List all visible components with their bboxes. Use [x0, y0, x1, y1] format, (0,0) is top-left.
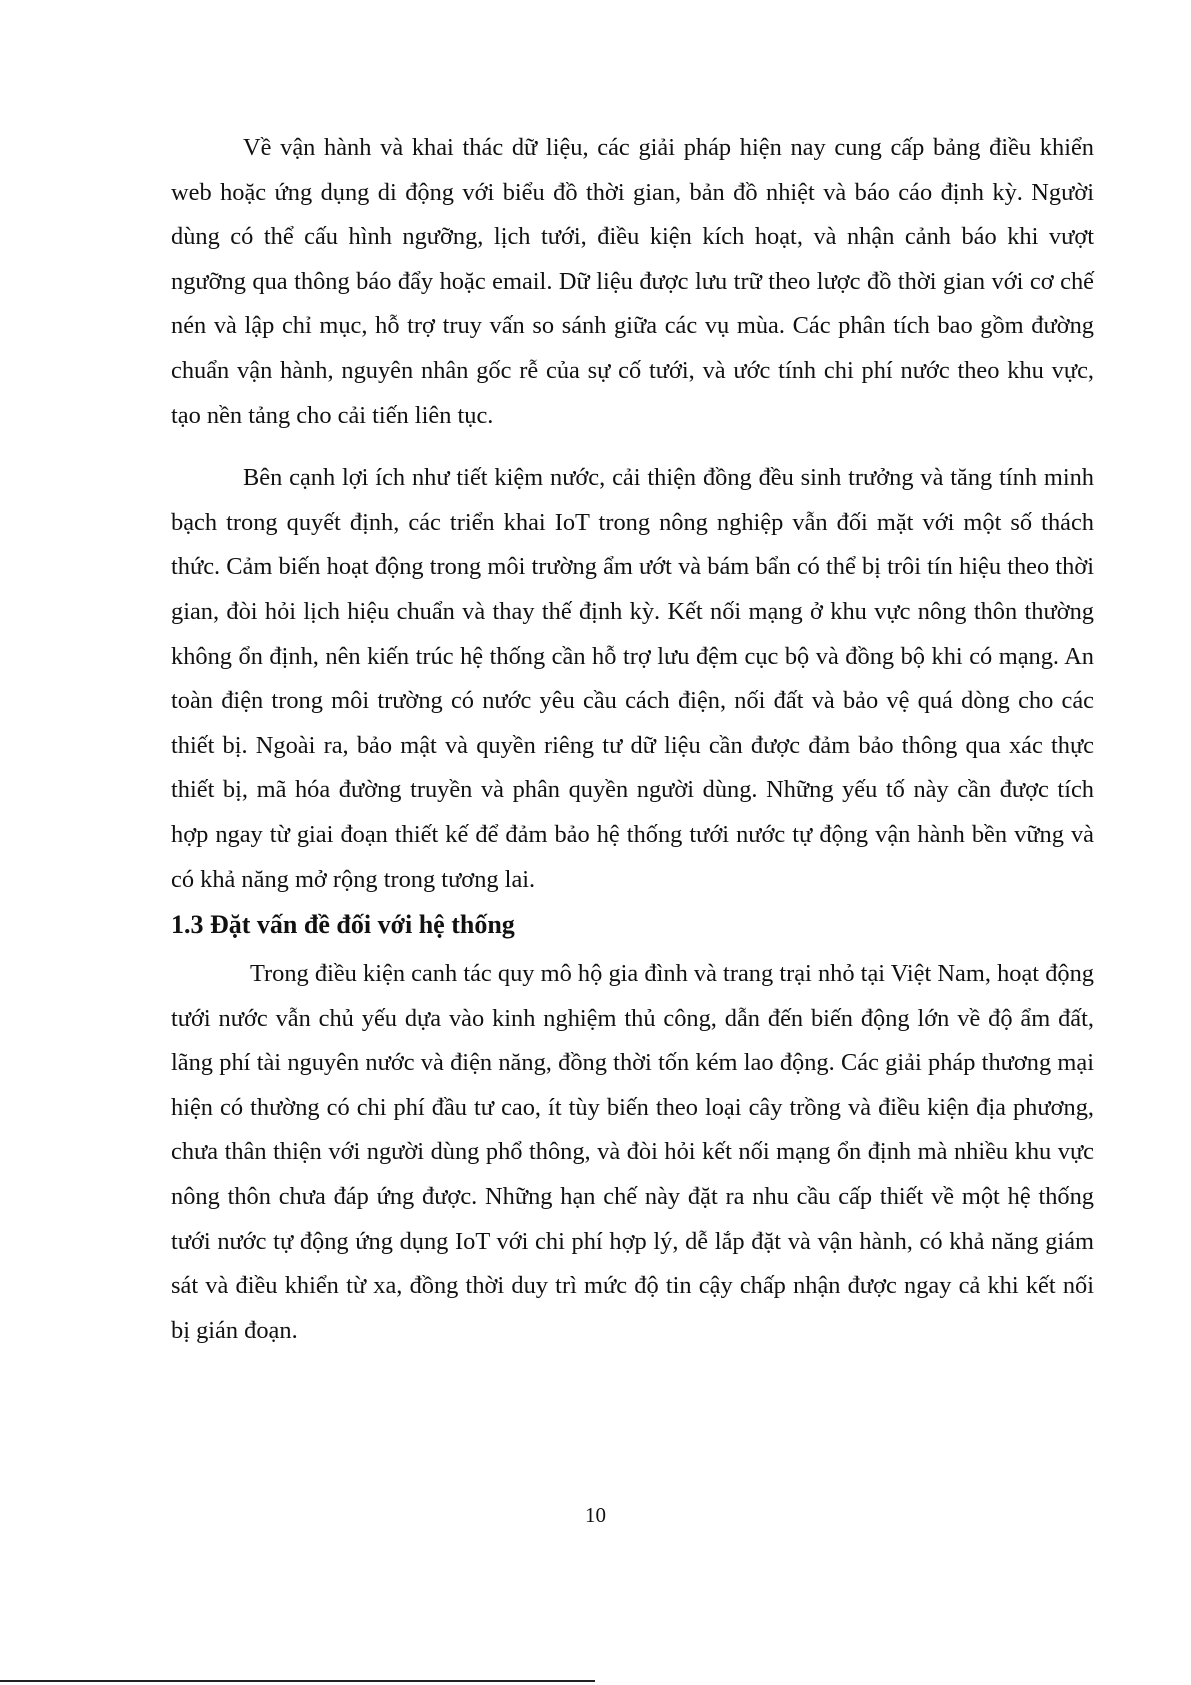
paragraph-iot-challenges: Bên cạnh lợi ích như tiết kiệm nước, cải thiện đồng đều sinh trưởng và tăng tính minh bạch trong quyết định, các triển khai IoT trong nông nghiệp vẫn đối mặt với một số thách thức. Cảm biến hoạt động trong môi trường ẩm ướt và bám bẩn có thể bị trôi tín hiệu theo thời gian, đòi hỏi lịch hiệu chuẩn và thay thế định kỳ. Kết nối mạng ở khu vực nông thôn thường không ổn định, nên kiến trúc hệ thống cần hỗ trợ lưu đệm cục bộ và đồng bộ khi có mạng. An toàn điện trong môi trường có nước yêu cầu cách điện, nối đất và bảo vệ quá dòng cho các thiết bị. Ngoài ra, bảo mật và quyền riêng tư dữ liệu cần được đảm bảo thông qua xác thực thiết bị, mã hóa đường truyền và phân quyền người dùng. Những yếu tố này cần được tích hợp ngay từ giai đoạn thiết kế để đảm bảo hệ thống tưới nước tự động vận hành bền vững và có khả năng mở rộng trong tương lai. — [171, 464, 1094, 893]
page-content — [171, 126, 1094, 1353]
paragraph-problem-statement: Trong điều kiện canh tác quy mô hộ gia đình và trang trại nhỏ tại Việt Nam, hoạt động tưới nước vẫn chủ yếu dựa vào kinh nghiệm thủ công, dẫn đến biến động lớn về độ ẩm đất, lãng phí tài nguyên nước và điện năng, đồng thời tốn kém lao động. Các giải pháp thương mại hiện có thường có chi phí đầu tư cao, ít tùy biến theo loại cây trồng và điều kiện địa phương, chưa thân thiện với người dùng phổ thông, và đòi hỏi kết nối mạng ổn định mà nhiều khu vực nông thôn chưa đáp ứng được. Những hạn chế này đặt ra nhu cầu cấp thiết về một hệ thống tưới nước tự động ứng dụng IoT với chi phí hợp lý, dễ lắp đặt và vận hành, có khả năng giám sát và điều khiển từ xa, đồng thời duy trì mức độ tin cậy chấp nhận được ngay cả khi kết nối bị gián đoạn. — [171, 960, 1094, 1344]
paragraph-data-operations: Về vận hành và khai thác dữ liệu, các giải pháp hiện nay cung cấp bảng điều khiển web hoặc ứng dụng di động với biểu đồ thời gian, bản đồ nhiệt và báo cáo định kỳ. Người dùng có thể cấu hình ngưỡng, lịch tưới, điều kiện kích hoạt, và nhận cảnh báo khi vượt ngưỡng qua thông báo đẩy hoặc email. Dữ liệu được lưu trữ theo lược đồ thời gian với cơ chế nén và lập chỉ mục, hỗ trợ truy vấn so sánh giữa các vụ mùa. Các phân tích bao gồm đường chuẩn vận hành, nguyên nhân gốc rễ của sự cố tưới, và ước tính chi phí nước theo khu vực, tạo nền tảng cho cải tiến liên tục. — [171, 134, 1094, 429]
page-number: 10 — [585, 1503, 606, 1527]
section-heading: 1.3 Đặt vấn đề đối với hệ thống — [171, 910, 515, 940]
footer-divider — [0, 1680, 595, 1682]
